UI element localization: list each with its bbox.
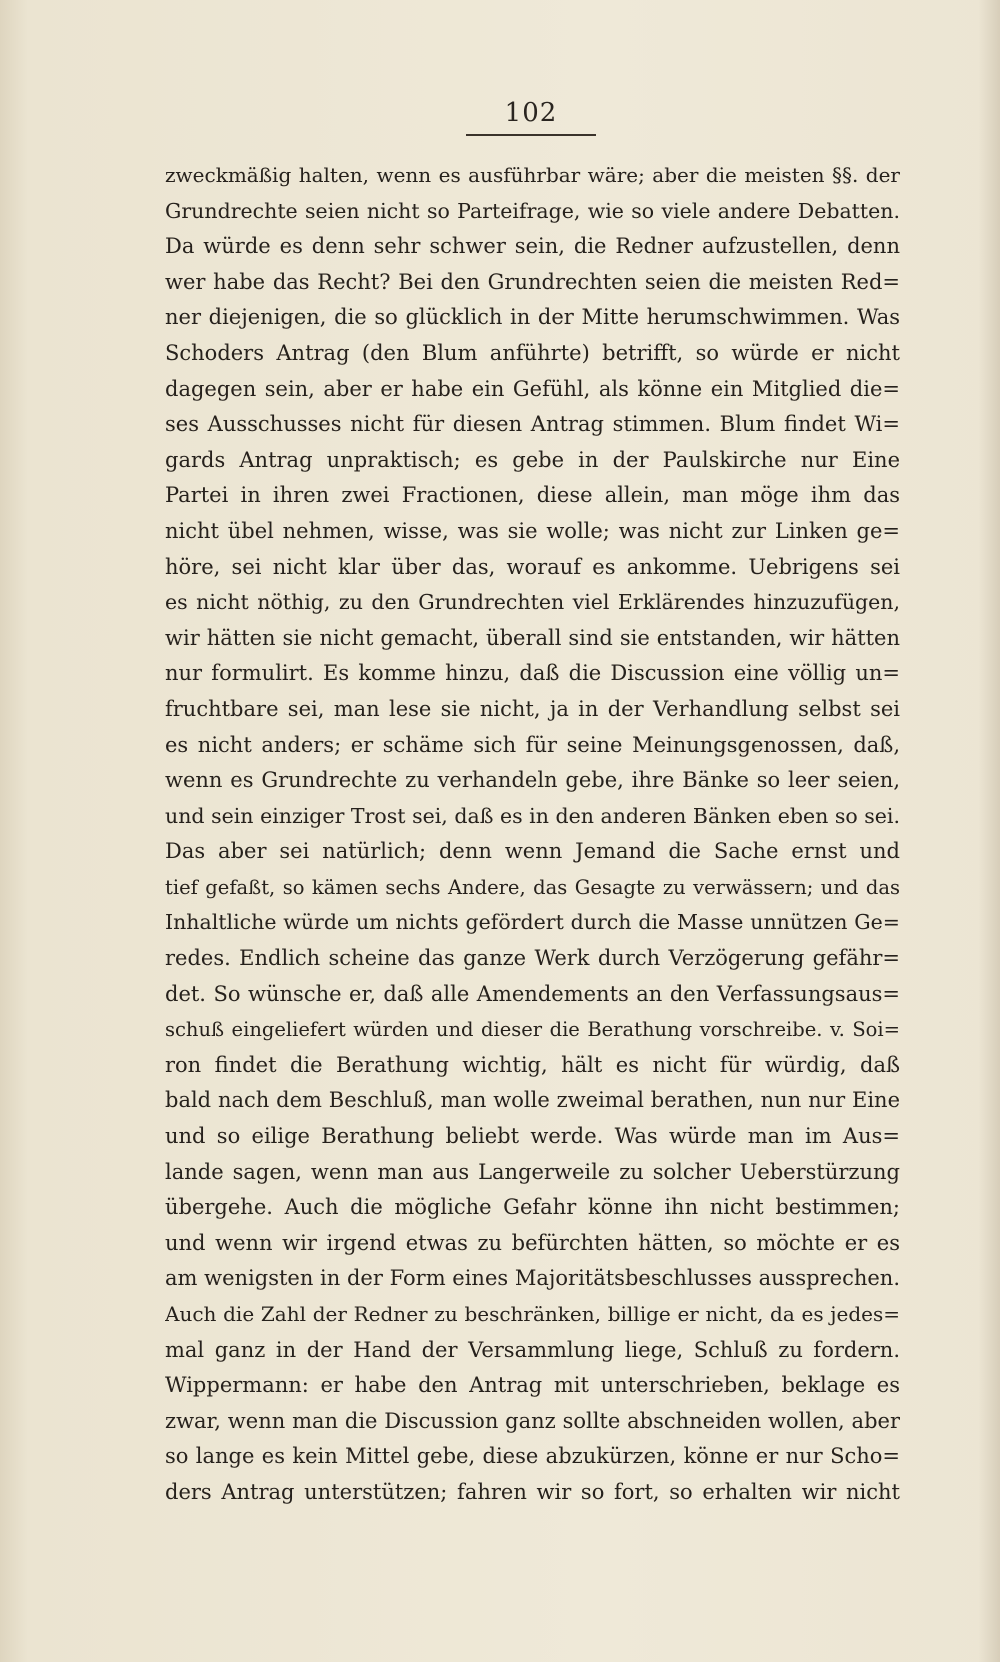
text-line: wir hätten sie nicht gemacht, überall sind sie entstanden, wir hätten [165, 625, 900, 650]
text-line: bald nach dem Beschluß, man wolle zweimal berathen, nun nur Eine [165, 1088, 900, 1113]
text-line: dagegen sein, aber er habe ein Gefühl, als könne ein Mitglied die= [165, 376, 900, 401]
text-line: höre, sei nicht klar über das, worauf es ankomme. Uebrigens sei [165, 554, 900, 579]
text-line: nicht übel nehmen, wisse, was sie wolle; was nicht zur Linken ge= [165, 518, 900, 543]
text-line: ders Antrag unterstützen; fahren wir so fort, so erhalten wir nicht [165, 1479, 900, 1504]
text-line: es nicht nöthig, zu den Grundrechten viel Erklärendes hinzuzufügen, [165, 590, 900, 615]
text-line: ner diejenigen, die so glücklich in der Mitte herumschwimmen. Was [165, 305, 900, 330]
text-line: am wenigsten in der Form eines Majoritätsbeschlusses aussprechen. [165, 1266, 900, 1291]
text-line: redes. Endlich scheine das ganze Werk durch Verzögerung gefähr= [165, 946, 900, 971]
text-line: det. So wünsche er, daß alle Amendements an den Verfassungsaus= [165, 981, 900, 1006]
text-line: und so eilige Berathung beliebt werde. Was würde man im Aus= [165, 1124, 900, 1149]
text-line: schuß eingeliefert würden und dieser die Berathung vorschreibe. v. Soi= [165, 1018, 900, 1042]
text-line: Grundrechte seien nicht so Parteifrage, wie so viele andere Debatten. [165, 198, 900, 223]
text-line: wenn es Grundrechte zu verhandeln gebe, ihre Bänke so leer seien, [165, 768, 900, 793]
page-number: 102 [504, 98, 558, 128]
text-line: gards Antrag unpraktisch; es gebe in der Paulskirche nur Eine [165, 447, 900, 472]
body-text [165, 158, 900, 1511]
text-line: Auch die Zahl der Redner zu beschränken, billige er nicht, da es jedes= [165, 1302, 900, 1326]
text-line: übergehe. Auch die mögliche Gefahr könne ihn nicht bestimmen; [165, 1195, 900, 1220]
text-line: fruchtbare sei, man lese sie nicht, ja in der Verhandlung selbst sei [165, 696, 900, 721]
text-line: und wenn wir irgend etwas zu befürchten hätten, so möchte er es [165, 1230, 900, 1255]
text-line: Wippermann: er habe den Antrag mit unterschrieben, beklage es [165, 1373, 900, 1398]
text-line: wer habe das Recht? Bei den Grundrechten seien die meisten Red= [165, 269, 900, 294]
text-line: tief gefaßt, so kämen sechs Andere, das Gesagte zu verwässern; und das [165, 875, 900, 899]
header-rule [466, 134, 596, 136]
text-line: Schoders Antrag (den Blum anführte) betrifft, so würde er nicht [165, 340, 900, 365]
text-line: nur formulirt. Es komme hinzu, daß die Discussion eine völlig un= [165, 661, 900, 686]
text-line: Partei in ihren zwei Fractionen, diese allein, man möge ihm das [165, 483, 900, 508]
text-line: Da würde es denn sehr schwer sein, die Redner aufzustellen, denn [165, 234, 900, 259]
text-line: ron findet die Berathung wichtig, hält es nicht für würdig, daß [165, 1052, 900, 1077]
text-line: ses Ausschusses nicht für diesen Antrag stimmen. Blum findet Wi= [165, 412, 900, 437]
text-line: zweckmäßig halten, wenn es ausführbar wäre; aber die meisten §§. der [165, 163, 900, 187]
text-line: so lange es kein Mittel gebe, diese abzukürzen, könne er nur Scho= [165, 1444, 900, 1469]
text-line: Das aber sei natürlich; denn wenn Jemand die Sache ernst und [165, 839, 900, 864]
text-line: und sein einziger Trost sei, daß es in den anderen Bänken eben so sei. [165, 803, 900, 828]
page-edge-shadow [978, 0, 1000, 1662]
text-line: Inhaltliche würde um nichts gefördert durch die Masse unnützen Ge= [165, 910, 900, 935]
text-line: lande sagen, wenn man aus Langerweile zu solcher Ueberstürzung [165, 1159, 900, 1184]
text-line: es nicht anders; er schäme sich für seine Meinungsgenossen, daß, [165, 732, 900, 757]
text-line: zwar, wenn man die Discussion ganz sollte abschneiden wollen, aber [165, 1408, 900, 1433]
text-line: mal ganz in der Hand der Versammlung liege, Schluß zu fordern. [165, 1337, 900, 1362]
